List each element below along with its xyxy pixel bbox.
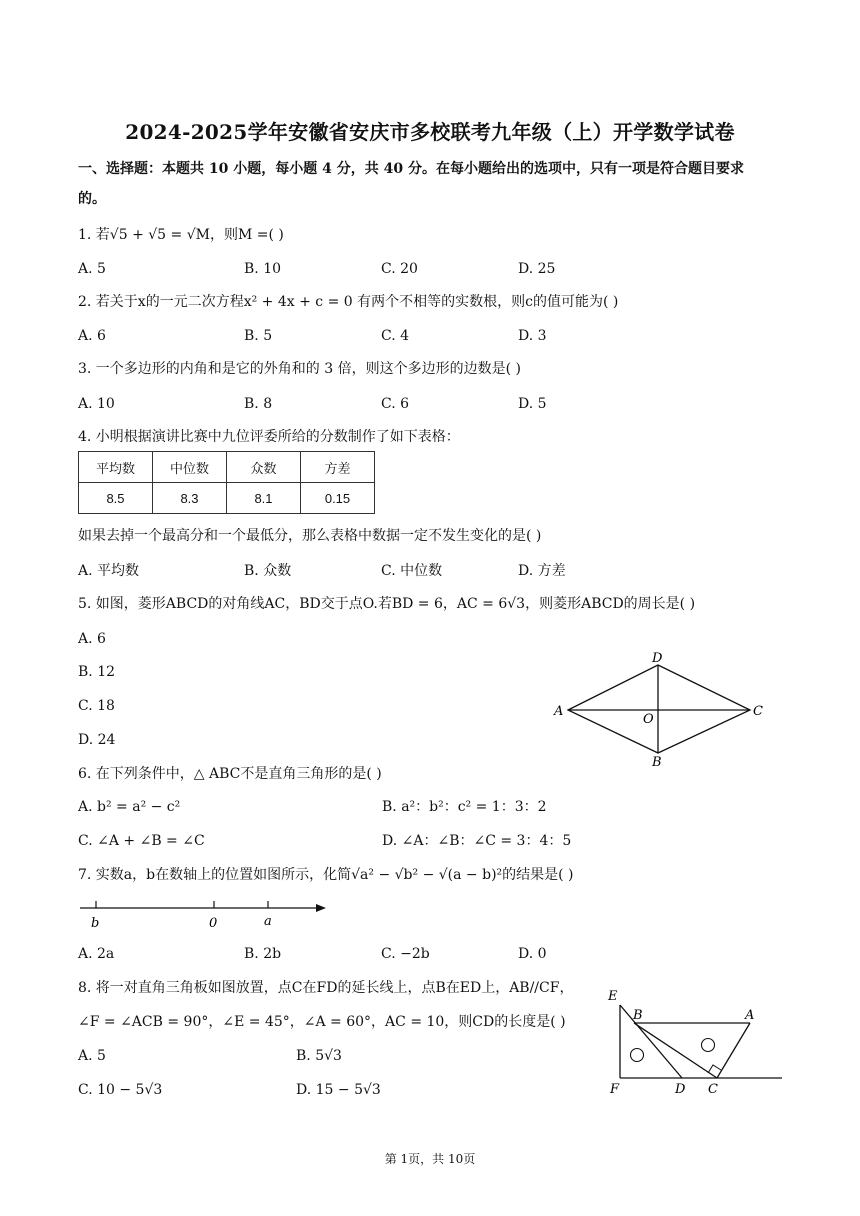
section-heading-line2: 的。: [78, 191, 106, 207]
q3-option-b: B. 8: [244, 396, 273, 412]
q2-option-a: A. 6: [78, 328, 106, 344]
q5-option-d: D. 24: [78, 732, 116, 748]
label-a: A: [554, 704, 564, 719]
label-a: A: [745, 1008, 755, 1023]
table-row: [79, 483, 375, 514]
q6-option-b: B. a²：b²：c² = 1：3：2: [382, 799, 547, 815]
label-d: D: [675, 1082, 686, 1097]
q8-option-a: A. 5: [78, 1048, 106, 1064]
question-8-stem: 8. 将一对直角三角板如图放置，点C在FD的延长线上，点B在ED上，AB//CF，: [78, 980, 574, 996]
question-4-stem-2: 如果去掉一个最高分和一个最低分，那么表格中数据一定不发生变化的是( ): [78, 528, 542, 544]
question-7-stem: 7. 实数a，b在数轴上的位置如图所示，化简√a² − √b² − √(a − b)²的结果是( ): [78, 867, 574, 883]
question-3-stem: 3. 一个多边形的内角和是它的外角和的 3 倍，则这个多边形的边数是( ): [78, 361, 521, 377]
table-header-row: [79, 452, 375, 483]
table-header-cell: 众数: [227, 452, 301, 483]
table-cell: 0.15: [301, 483, 375, 514]
question-4-stem: 4. 小明根据演讲比赛中九位评委所给的分数制作了如下表格：: [78, 429, 460, 445]
page-footer: 第 1页，共 10页: [384, 1152, 476, 1166]
q2-option-b: B. 5: [244, 328, 273, 344]
label-a: a: [264, 914, 272, 929]
q1-option-d: D. 25: [518, 261, 556, 277]
table-cell: 8.1: [227, 483, 301, 514]
q2-option-d: D. 3: [518, 328, 547, 344]
q7-option-d: D. 0: [518, 946, 547, 962]
q3-option-a: A. 10: [78, 396, 115, 412]
rhombus-figure: [540, 645, 780, 770]
table-cell: 8.3: [153, 483, 227, 514]
label-c: C: [708, 1082, 718, 1097]
label-zero: 0: [209, 916, 218, 931]
q1-option-c: C. 20: [381, 261, 418, 277]
q7-option-a: A. 2a: [78, 946, 115, 962]
q3-option-d: D. 5: [518, 396, 547, 412]
q5-option-b: B. 12: [78, 664, 116, 680]
q8-option-b: B. 5√3: [296, 1048, 342, 1064]
label-b: b: [91, 916, 100, 931]
section-heading-line1: 一、选择题：本题共 10 小题，每小题 4 分，共 40 分。在每小题给出的选项中，只有一项是符合题目要求: [78, 161, 744, 177]
q4-option-d: D. 方差: [518, 563, 566, 579]
label-f: F: [610, 1082, 620, 1097]
triangle-boards-figure: [600, 985, 790, 1100]
question-5-stem: 5. 如图，菱形ABCD的对角线AC，BD交于点O.若BD = 6，AC = 6√3，则菱形ABCD的周长是( ): [78, 596, 696, 612]
q5-option-a: A. 6: [78, 631, 106, 647]
q4-option-b: B. 众数: [244, 563, 292, 579]
label-o: O: [643, 712, 654, 727]
table-cell: 8.5: [79, 483, 153, 514]
label-e: E: [608, 989, 618, 1004]
q6-option-a: A. b² = a² − c²: [78, 799, 181, 815]
question-6-stem: 6. 在下列条件中，△ ABC不是直角三角形的是( ): [78, 766, 382, 782]
statistics-table: [78, 451, 375, 514]
q3-option-c: C. 6: [381, 396, 410, 412]
exam-title: 2024-2025学年安徽省安庆市多校联考九年级（上）开学数学试卷: [125, 120, 735, 144]
label-c: C: [753, 704, 763, 719]
q8-option-c: C. 10 − 5√3: [78, 1082, 163, 1098]
q6-option-c: C. ∠A + ∠B = ∠C: [78, 833, 205, 849]
table-header-cell: 方差: [301, 452, 375, 483]
q4-option-a: A. 平均数: [78, 563, 140, 579]
q5-option-c: C. 18: [78, 698, 115, 714]
label-b: B: [652, 755, 662, 770]
q1-option-a: A. 5: [78, 261, 106, 277]
q7-option-b: B. 2b: [244, 946, 282, 962]
question-2-stem: 2. 若关于x的一元二次方程x² + 4x + c = 0 有两个不相等的实数根，则c的值可能为( ): [78, 294, 619, 310]
table-header-cell: 中位数: [153, 452, 227, 483]
q4-option-c: C. 中位数: [381, 563, 443, 579]
q2-option-c: C. 4: [381, 328, 410, 344]
label-b: B: [633, 1008, 643, 1023]
q8-option-d: D. 15 − 5√3: [296, 1082, 381, 1098]
question-8-stem-2: ∠F = ∠ACB = 90°，∠E = 45°，∠A = 60°，AC = 10，则CD的长度是( ): [78, 1014, 566, 1030]
question-1-stem: 1. 若√5 + √5 = √M，则M =( ): [78, 227, 284, 243]
q6-option-d: D. ∠A：∠B：∠C = 3：4：5: [382, 833, 572, 849]
table-header-cell: 平均数: [79, 452, 153, 483]
number-line-figure: [78, 895, 338, 935]
q7-option-c: C. −2b: [381, 946, 430, 962]
label-d: D: [652, 651, 663, 666]
q1-option-b: B. 10: [244, 261, 282, 277]
